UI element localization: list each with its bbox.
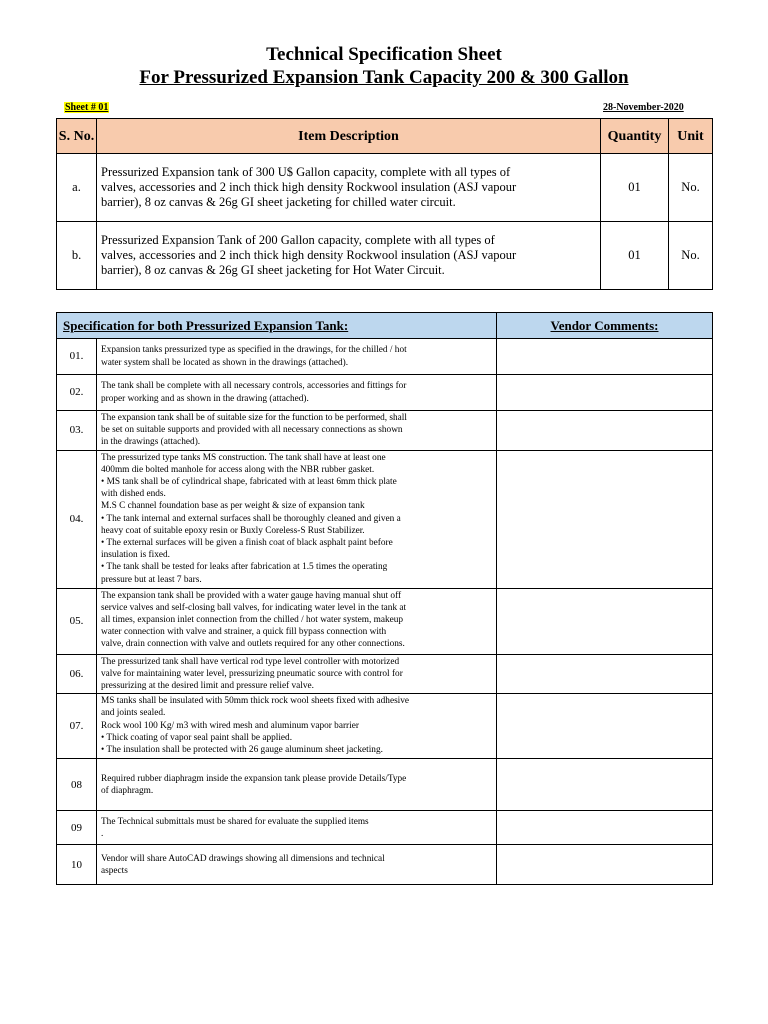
spec-number: 06.	[57, 654, 97, 694]
spec-number: 02.	[57, 375, 97, 411]
text-line: valve, drain connection with valve and outlets required for any other connections.	[101, 639, 405, 650]
vendor-comment-cell[interactable]	[497, 694, 713, 759]
text-line: • The tank shall be tested for leaks after fabrication at 1.5 times the operating	[101, 562, 388, 573]
text-line: Vendor will share AutoCAD drawings showing all dimensions and technical	[101, 853, 385, 864]
text-line: .	[101, 828, 104, 839]
item-sno: b.	[57, 222, 97, 290]
text-line: • The insulation shall be protected with 26 gauge aluminum sheet jacketing.	[101, 745, 383, 756]
item-description	[97, 222, 601, 290]
text-line: and joints sealed.	[101, 708, 166, 719]
text-line: Expansion tanks pressurized type as specified in the drawings, for the chilled / hot	[101, 345, 407, 356]
text-line: all times, expansion inlet connection from the chilled / hot water system, makeup	[101, 615, 404, 626]
spec-row	[57, 759, 713, 811]
text-line: The pressurized type tanks MS construction. The tank shall have at least one	[101, 452, 386, 463]
spec-row	[57, 588, 713, 654]
item-unit: No.	[669, 154, 713, 222]
item-quantity: 01	[601, 154, 669, 222]
spec-number: 10	[57, 845, 97, 885]
spec-number: 07.	[57, 694, 97, 759]
spec-table-body	[57, 339, 713, 885]
text-line: in the drawings (attached).	[101, 437, 201, 448]
text-line: valves, accessories and 2 inch thick high density Rockwool insulation (ASJ vapour	[101, 248, 517, 262]
text-line: • Thick coating of vapor seal paint shall be applied.	[101, 732, 293, 743]
text-line: 400mm die bolted manhole for access along with the NBR rubber gasket.	[101, 464, 375, 475]
text-line: The Technical submittals must be shared for evaluate the supplied items	[101, 816, 369, 827]
text-line: water connection with valve and strainer, a quick fill bypass connection with	[101, 627, 387, 638]
vendor-comment-cell[interactable]	[497, 811, 713, 845]
spec-number: 08	[57, 759, 97, 811]
spec-description	[97, 375, 497, 411]
spec-description	[97, 759, 497, 811]
text-line: • MS tank shall be of cylindrical shape, fabricated with at least 6mm thick plate	[101, 477, 397, 488]
header-unit: Unit	[669, 119, 713, 154]
vendor-comment-cell[interactable]	[497, 339, 713, 375]
spec-description	[97, 411, 497, 451]
vendor-comment-cell[interactable]	[497, 411, 713, 451]
spec-description	[97, 694, 497, 759]
items-table	[56, 118, 713, 290]
page-subtitle: For Pressurized Expansion Tank Capacity 200 & 300 Gallon	[139, 67, 629, 88]
text-line: valves, accessories and 2 inch thick high density Rockwool insulation (ASJ vapour	[101, 180, 517, 194]
sheet-date: 28-November-2020	[603, 102, 684, 113]
text-line: pressure but at least 7 bars.	[101, 574, 202, 585]
header-quantity: Quantity	[601, 119, 669, 154]
items-table-header	[57, 119, 713, 154]
text-line: Pressurized Expansion Tank of 200 Gallon capacity, complete with all types of	[101, 233, 495, 247]
text-line: water system shall be located as shown in the drawings (attached).	[101, 357, 349, 368]
spec-number: 04.	[57, 450, 97, 588]
spec-row	[57, 845, 713, 885]
spec-description	[97, 339, 497, 375]
text-line: with dished ends.	[101, 489, 166, 500]
header-specification: Specification for both Pressurized Expansion Tank:	[57, 313, 497, 339]
text-line: The tank shall be complete with all necessary controls, accessories and fittings for	[101, 381, 407, 392]
spec-description	[97, 811, 497, 845]
text-line: M.S C channel foundation base as per weight & size of expansion tank	[101, 501, 365, 512]
vendor-comment-cell[interactable]	[497, 845, 713, 885]
spec-row	[57, 654, 713, 694]
item-quantity: 01	[601, 222, 669, 290]
text-line: Required rubber diaphragm inside the expansion tank please provide Details/Type	[101, 773, 407, 784]
text-line: pressurizing at the desired limit and pressure relief valve.	[101, 681, 314, 692]
item-row	[57, 154, 713, 222]
spec-number: 05.	[57, 588, 97, 654]
text-line: barrier), 8 oz canvas & 26g GI sheet jacketing for chilled water circuit.	[101, 195, 456, 209]
item-unit: No.	[669, 222, 713, 290]
text-line: • The tank internal and external surfaces shall be thoroughly cleaned and given a	[101, 513, 401, 524]
spec-description	[97, 588, 497, 654]
header-vendor-comments: Vendor Comments:	[497, 313, 713, 339]
items-table-body	[57, 154, 713, 290]
spec-number: 09	[57, 811, 97, 845]
vendor-comment-cell[interactable]	[497, 450, 713, 588]
spec-row	[57, 811, 713, 845]
spec-row	[57, 450, 713, 588]
spec-number: 01.	[57, 339, 97, 375]
item-sno: a.	[57, 154, 97, 222]
text-line: aspects	[101, 865, 128, 876]
text-line: valve for maintaining water level, pressurizing pneumatic source with control for	[101, 668, 403, 679]
spec-row	[57, 411, 713, 451]
spec-row	[57, 375, 713, 411]
header-sno: S. No.	[57, 119, 97, 154]
spec-table-header	[57, 313, 713, 339]
vendor-comment-cell[interactable]	[497, 375, 713, 411]
text-line: Rock wool 100 Kg/ m3 with wired mesh and aluminum vapor barrier	[101, 720, 359, 731]
sheet-number: Sheet # 01	[65, 102, 109, 113]
text-line: The pressurized tank shall have vertical rod type level controller with motorized	[101, 656, 400, 667]
item-row	[57, 222, 713, 290]
header-item-description: Item Description	[97, 119, 601, 154]
text-line: • The external surfaces will be given a finish coat of black asphalt paint before	[101, 538, 393, 549]
spec-description	[97, 654, 497, 694]
vendor-comment-cell[interactable]	[497, 654, 713, 694]
spec-description	[97, 845, 497, 885]
text-line: service valves and self-closing ball valves, for indicating water level in the tank at	[101, 602, 407, 613]
spec-description	[97, 450, 497, 588]
text-line: be set on suitable supports and provided with all necessary connections as shown	[101, 425, 403, 436]
spec-number: 03.	[57, 411, 97, 451]
page-title: Technical Specification Sheet	[266, 44, 502, 65]
text-line: proper working and as shown in the drawing (attached).	[101, 393, 309, 404]
text-line: barrier), 8 oz canvas & 26g GI sheet jacketing for Hot Water Circuit.	[101, 263, 445, 277]
spec-row	[57, 339, 713, 375]
text-line: heavy coat of suitable epoxy resin or Buxly Coreless-S Rust Stabilizer.	[101, 525, 365, 536]
text-line: MS tanks shall be insulated with 50mm thick rock wool sheets fixed with adhesive	[101, 696, 410, 707]
text-line: insulation is fixed.	[101, 550, 170, 561]
text-line: Pressurized Expansion tank of 300 U$ Gallon capacity, complete with all types of	[101, 165, 511, 179]
text-line: of diaphragm.	[101, 785, 154, 796]
vendor-comment-cell[interactable]	[497, 759, 713, 811]
vendor-comment-cell[interactable]	[497, 588, 713, 654]
item-description	[97, 154, 601, 222]
text-line: The expansion tank shall be provided with a water gauge having manual shut off	[101, 590, 402, 601]
spec-table	[56, 312, 713, 885]
spec-row	[57, 694, 713, 759]
text-line: The expansion tank shall be of suitable size for the function to be performed, shall	[101, 413, 407, 423]
